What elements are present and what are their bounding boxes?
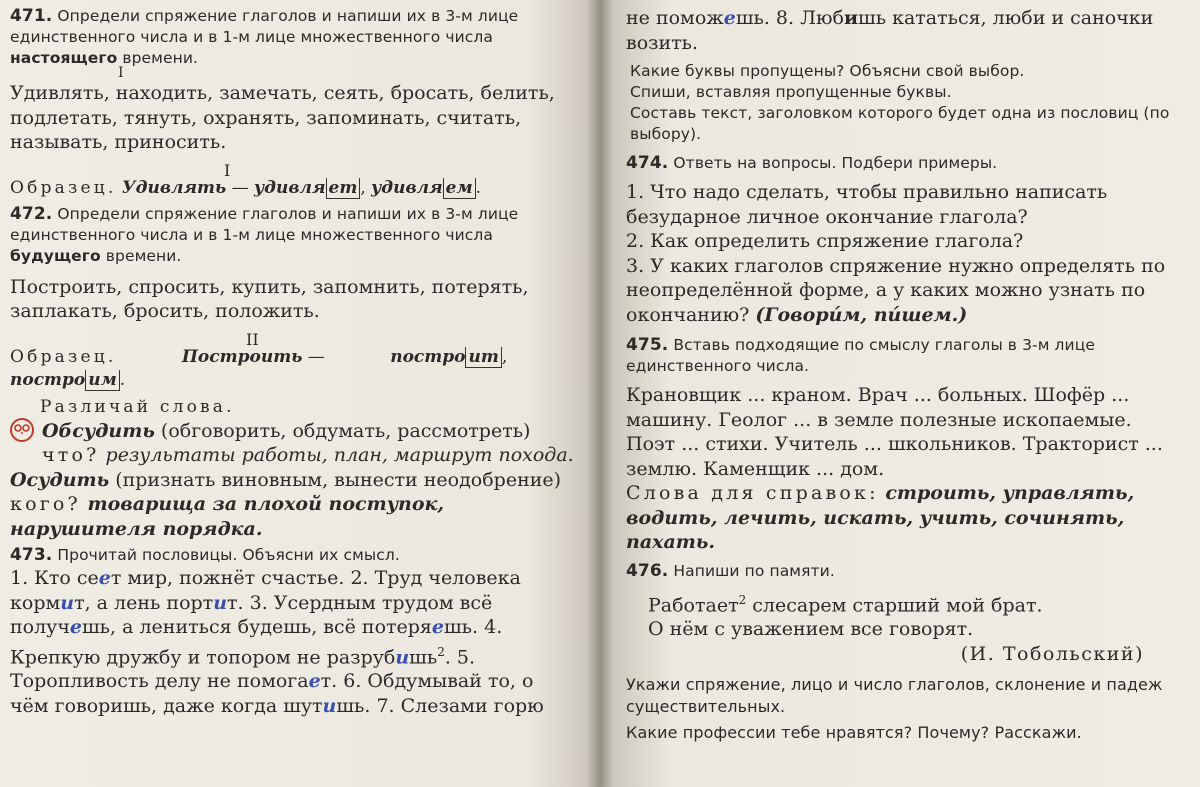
poem-line-2: О нём с уважением все говорят. — [648, 618, 974, 641]
task-475-instruction: 475. Вставь подходящие по смыслу глаголы в 3-м лице единственного числа. — [626, 335, 1096, 375]
right-page — [598, 0, 1200, 787]
distinguish-obsudit: Обсудить (обговорить, обдумать, рассмотреть) что? результаты работы, план, маршрут похода. — [42, 419, 574, 466]
task-471-instruction: 471. Определи спряжение глаголов и напиши их в 3-м лице единственного числа и в 1-м лице множественного числа настоящего времени. — [10, 6, 519, 67]
poem-author: (И. Тобольский) — [960, 642, 1144, 665]
task-475-reference: Слова для справок: строить, управлять, водить, лечить, искать, учить, сочинять, пахать. — [626, 482, 1135, 553]
task-472-sample: Образец. Построить — постро ит , постро им . — [10, 346, 508, 390]
conjugation-mark: I — [118, 65, 124, 81]
question-compose-text: Составь текст, заголовком которого будет одна из пословиц (по выбору). — [630, 104, 1170, 143]
task-473-continuation: не поможешь. 8. Любишь кататься, люби и саночки возить. — [626, 7, 1154, 54]
task-number: 472. — [10, 203, 53, 224]
task-number: 473. — [10, 545, 53, 565]
task-472-words: Построить, спросить, купить, запомнить, потерять, заплакать, бросить, положить. — [10, 275, 529, 322]
left-page — [0, 0, 598, 787]
distinguish-title: Различай слова. — [40, 396, 235, 417]
task-number: 476. — [626, 560, 669, 581]
task-474-q1: 1. Что надо сделать, чтобы правильно написать безударное личное окончание глагола? — [626, 181, 1108, 228]
task-473-proverbs: 1. Кто сеет мир, пожнёт счастье. 2. Труд человека кормит, а лень портит. 3. Усердным трудом всё получешь, а лениться будешь, всё потеряешь. 4. Крепкую дружбу и топором не разрубишь$^2$. 5. Торопливость делу не помогает. 6. Обдумывай то, о чём говоришь, даже когда шутишь. 7. Слезами горю — [10, 567, 544, 717]
task-471-words: Удивлять, находить, замечать, сеять, бросать, белить, подлетать, тянуть, охранять, запоминать, считать, называть, приносить. — [10, 82, 555, 153]
distinguish-osudit: Осудить (признать виновным, вынести неодобрение) кого? товарища за плохой поступок, нарушителя порядка. — [10, 468, 562, 540]
task-473-instruction: 473. Прочитай пословицы. Объясни их смысл. — [10, 545, 400, 565]
question-copy: Спиши, вставляя пропущенные буквы. — [630, 83, 952, 101]
task-474-q3: 3. У каких глаголов спряжение нужно определять по неопределённой форме, а у каких можно узнать по окончанию? (Говори́м, пи́шем.) — [626, 254, 1166, 326]
task-476-instruction: 476. Напиши по памяти. — [626, 560, 835, 581]
task-471-sample: Образец. Удивлять — удивля ет , удивля ем . — [10, 177, 482, 198]
sample-roman-numeral: I — [224, 160, 231, 180]
poem-line-1: Работает$^2$ слесарем старший мой брат. — [648, 592, 1043, 616]
task-number: 474. — [626, 153, 669, 173]
task-474-instruction: 474. Ответь на вопросы. Подбери примеры. — [626, 153, 998, 173]
question-analysis: Укажи спряжение, лицо и число глаголов, склонение и падеж существительных. — [626, 675, 1163, 717]
question-professions: Какие профессии тебе нравятся? Почему? Расскажи. — [626, 723, 1082, 743]
task-475-body: Крановщик ... краном. Врач ... больных. Шофёр ... машину. Геолог ... в земле полезные ископаемые. Поэт ... стихи. Учитель ... школьников. Тракторист ... землю. Каменщик ... дом. — [626, 384, 1163, 480]
task-number: 475. — [626, 335, 669, 355]
owl-icon — [8, 417, 36, 443]
task-472-instruction: 472. Определи спряжение глаголов и напиши их в 3-м лице единственного числа и в 1-м лице множественного числа будущего времени. — [10, 203, 519, 265]
sample-roman-numeral: II — [246, 329, 259, 349]
question-missing-letters: Какие буквы пропущены? Объясни свой выбор. — [630, 62, 1025, 80]
task-474-q2: 2. Как определить спряжение глагола? — [626, 230, 1024, 252]
mark-row — [10, 65, 574, 81]
task-number: 471. — [10, 6, 53, 26]
